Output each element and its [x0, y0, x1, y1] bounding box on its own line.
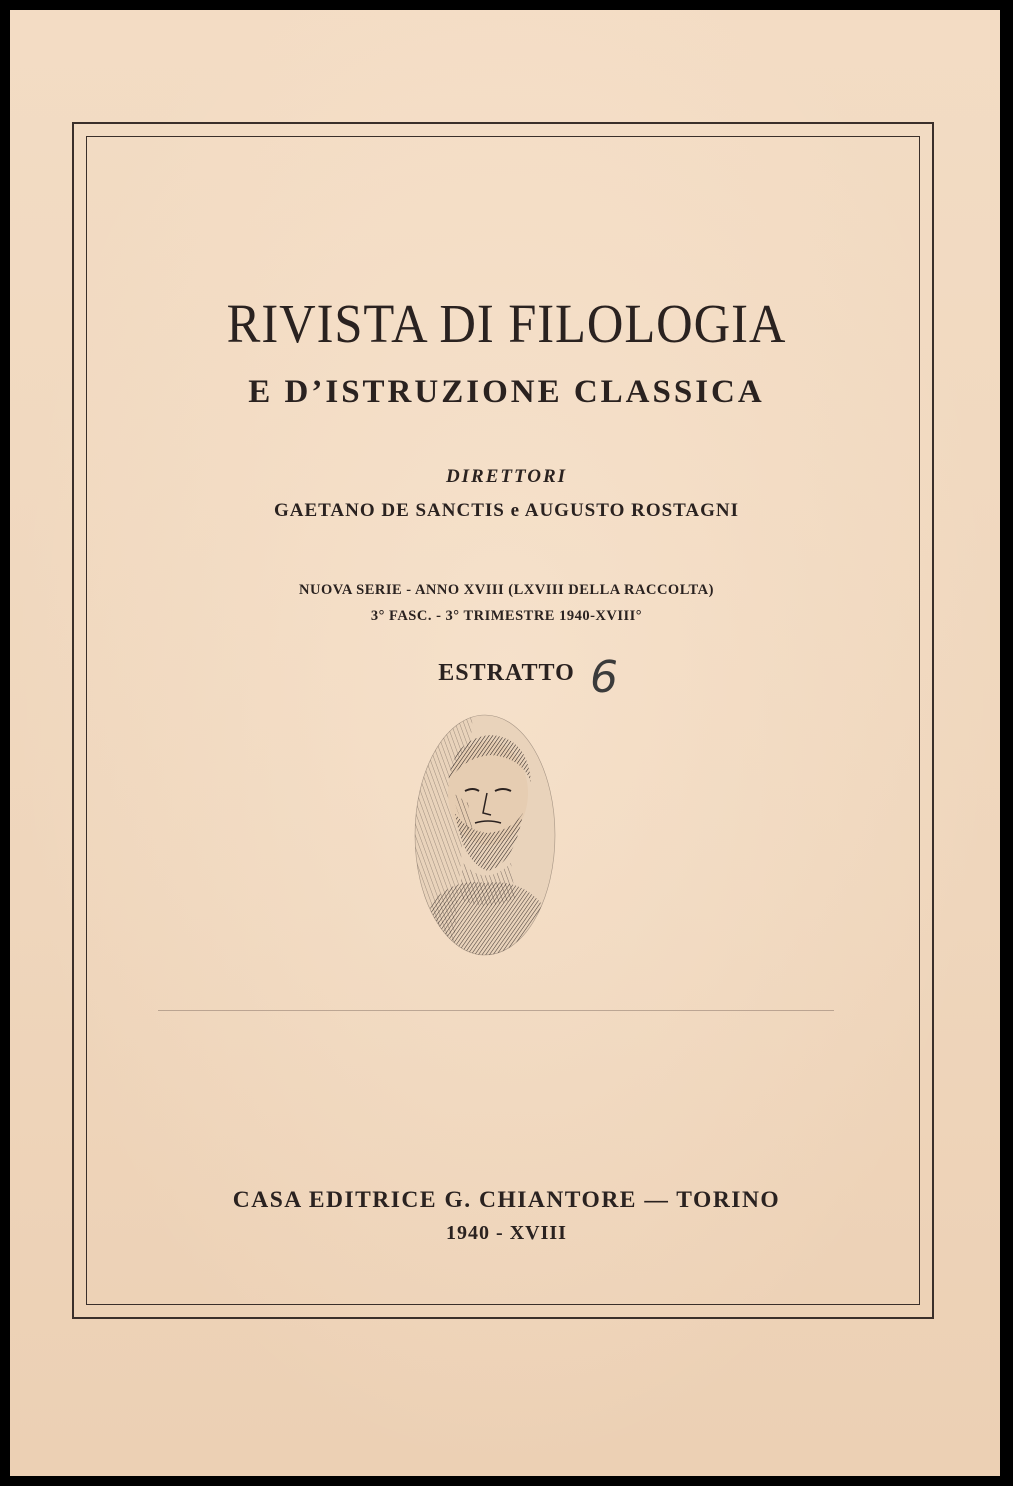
handwritten-mark: 6: [590, 652, 618, 703]
extract-label: ESTRATTO: [438, 660, 575, 686]
publisher-line: CASA EDITRICE G. CHIANTORE — TORINO: [232, 1187, 781, 1213]
classical-bust-engraving-icon: [413, 713, 558, 958]
fascicle-line: 3° FASC. - 3° TRIMESTRE 1940-XVIII°: [370, 608, 643, 624]
directors-names: GAETANO DE SANCTIS e AUGUSTO ROSTAGNI: [273, 500, 740, 521]
divider-rule: [158, 1010, 834, 1011]
publication-year: 1940 - XVIII: [446, 1222, 567, 1244]
directors-label: DIRETTORI: [445, 466, 568, 487]
journal-subtitle: E D’ISTRUZIONE CLASSICA: [248, 374, 765, 410]
series-line: NUOVA SERIE - ANNO XVIII (LXVIII DELLA RACCOLTA): [299, 582, 714, 598]
journal-title: RIVISTA DI FILOLOGIA: [226, 293, 787, 354]
